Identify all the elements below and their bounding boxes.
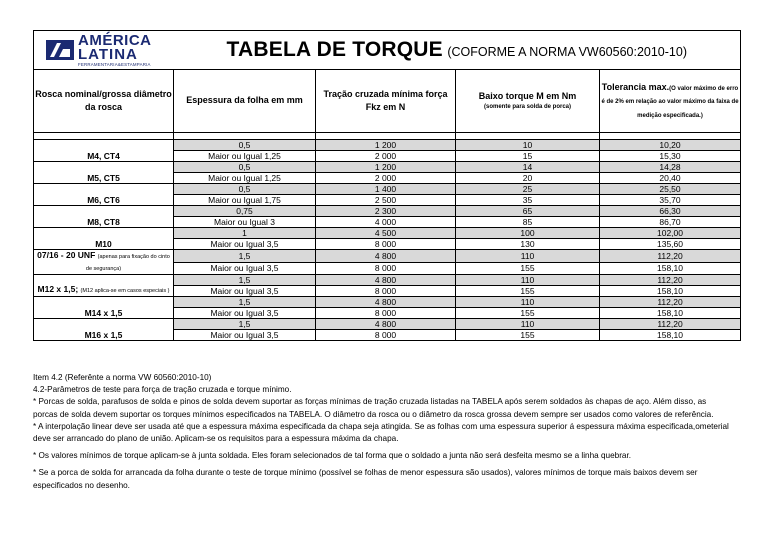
- title-cell: [174, 31, 741, 70]
- rosca-label: M16 x 1,5: [84, 330, 123, 340]
- cell-torque: 14: [456, 162, 600, 173]
- cell-tolerancia: 25,50: [600, 184, 741, 195]
- cell-tolerancia: 112,20: [600, 250, 741, 263]
- cell-espessura: 1,5: [174, 319, 316, 330]
- cell-torque: 35: [456, 195, 600, 206]
- table-row: [34, 206, 741, 217]
- cell-espessura: 0,75: [174, 206, 316, 217]
- header-tolerancia-label: Tolerancia max.: [601, 81, 670, 92]
- table-row: [34, 297, 741, 308]
- note-2: * A interpolação linear deve ser usada até que a espessura máxima especificada da chapa seja atingida. Se as folhas com uma espessura superior á espessura máxima especificada,ometerial deve ser arrancado do plano de união. Aplicam-se os requisitos para a espessura máxima da chapa.: [33, 421, 729, 444]
- header-rosca: Rosca nominal/grossa diâmetro da rosca: [34, 70, 174, 133]
- torque-table: [33, 30, 741, 341]
- cell-espessura: 1: [174, 228, 316, 239]
- cell-tolerancia: 158,10: [600, 308, 741, 319]
- torque-sheet: [33, 30, 740, 341]
- cell-tracao: 8 000: [316, 239, 456, 250]
- cell-tracao: 8 000: [316, 330, 456, 341]
- cell-tolerancia: 158,10: [600, 262, 741, 275]
- cell-espessura: Maior ou Igual 3: [174, 217, 316, 228]
- table-row: [34, 275, 741, 286]
- table-row: [34, 162, 741, 173]
- cell-espessura: Maior ou Igual 3,5: [174, 308, 316, 319]
- rosca-label: 07/16 - 20 UNF: [37, 250, 96, 260]
- cell-espessura: 1,5: [174, 250, 316, 263]
- rosca-label: M14 x 1,5: [84, 308, 123, 318]
- cell-tolerancia: 35,70: [600, 195, 741, 206]
- cell-tracao: 1 400: [316, 184, 456, 195]
- cell-torque: 85: [456, 217, 600, 228]
- note-params: 4.2-Parâmetros de teste para força de tração cruzada e torque mínimo.: [33, 385, 292, 395]
- cell-tracao: 4 500: [316, 228, 456, 239]
- cell-tracao: 4 000: [316, 217, 456, 228]
- cell-tracao: 2 500: [316, 195, 456, 206]
- logo-name-line1: AMÉRICA: [78, 31, 152, 49]
- company-logo-mark-icon: [46, 40, 74, 60]
- cell-torque: 25: [456, 184, 600, 195]
- cell-espessura: 1,5: [174, 297, 316, 308]
- cell-espessura: Maior ou Igual 1,25: [174, 151, 316, 162]
- cell-tolerancia: 112,20: [600, 275, 741, 286]
- rosca-cell: [34, 319, 174, 341]
- table-row: [34, 319, 741, 330]
- cell-tolerancia: 86,70: [600, 217, 741, 228]
- title-row: [34, 31, 741, 70]
- note-3: * Os valores mínimos de torque aplicam-se à junta soldada. Eles foram selecionados de tal forma que o soldado a junta não será desfeita mesmo se a linha quebrar.: [33, 451, 632, 461]
- header-tracao: Tração cruzada mínima força Fkz em N: [316, 70, 456, 133]
- cell-torque: 10: [456, 140, 600, 151]
- rosca-label: M5, CT5: [87, 173, 120, 183]
- cell-tolerancia: 112,20: [600, 319, 741, 330]
- header-baixo-torque-note: (somente para solda de porca): [483, 104, 572, 111]
- cell-tracao: 4 800: [316, 275, 456, 286]
- cell-tolerancia: 14,28: [600, 162, 741, 173]
- page-subtitle: (COFORME A NORMA VW60560:2010-10): [447, 45, 687, 59]
- note-item: Item 4.2 (Referênte a norma VW 60560:2010-10): [33, 373, 212, 382]
- cell-espessura: 0,5: [174, 184, 316, 195]
- cell-tracao: 2 000: [316, 151, 456, 162]
- note-4: * Se a porca de solda for arrancada da folha durante o teste de torque mínimo (possível se folhas de menor espessura são usados), valores mínimos de torque mais baixos devem ser especificados no desenho.: [33, 468, 698, 490]
- table-row: [34, 228, 741, 239]
- cell-espessura: Maior ou Igual 1,75: [174, 195, 316, 206]
- cell-tolerancia: 66,30: [600, 206, 741, 217]
- cell-tolerancia: 20,40: [600, 173, 741, 184]
- rosca-label: M12 x 1,5;: [37, 284, 79, 294]
- header-espessura: Espessura da folha em mm: [174, 70, 316, 133]
- cell-tolerancia: 10,20: [600, 140, 741, 151]
- cell-tolerancia: 135,60: [600, 239, 741, 250]
- page-title: TABELA DE TORQUE: [226, 38, 443, 61]
- cell-tracao: 2 000: [316, 173, 456, 184]
- rosca-label: M8, CT8: [87, 217, 120, 227]
- rosca-cell: [34, 275, 174, 297]
- rosca-cell: [34, 228, 174, 250]
- header-baixo-torque-label: Baixo torque M em Nm: [478, 90, 577, 101]
- cell-tracao: 8 000: [316, 262, 456, 275]
- logo-cell: [34, 31, 174, 70]
- cell-tolerancia: 15,30: [600, 151, 741, 162]
- rosca-cell: [34, 250, 174, 275]
- cell-torque: 110: [456, 297, 600, 308]
- cell-torque: 110: [456, 319, 600, 330]
- logo-name-line2: LATINA: [78, 45, 138, 63]
- cell-torque: 65: [456, 206, 600, 217]
- rosca-cell: [34, 162, 174, 184]
- cell-tolerancia: 112,20: [600, 297, 741, 308]
- rosca-label: M4, CT4: [87, 151, 120, 161]
- cell-tracao: 4 800: [316, 319, 456, 330]
- cell-torque: 130: [456, 239, 600, 250]
- cell-espessura: Maior ou Igual 3,5: [174, 239, 316, 250]
- cell-tracao: 4 800: [316, 250, 456, 263]
- cell-espessura: Maior ou Igual 3,5: [174, 286, 316, 297]
- logo-tagline: FERRAMENTARIA&ESTAMPARIA: [78, 61, 151, 67]
- table-row: [34, 140, 741, 151]
- table-row: [34, 184, 741, 195]
- cell-tolerancia: 158,10: [600, 286, 741, 297]
- cell-torque: 155: [456, 286, 600, 297]
- notes-section: [33, 372, 733, 492]
- rosca-label: M10: [95, 239, 112, 249]
- cell-tracao: 4 800: [316, 297, 456, 308]
- cell-espessura: 1,5: [174, 275, 316, 286]
- cell-tracao: 8 000: [316, 308, 456, 319]
- rosca-cell: [34, 140, 174, 162]
- cell-espessura: 0,5: [174, 140, 316, 151]
- cell-torque: 155: [456, 308, 600, 319]
- cell-espessura: Maior ou Igual 1,25: [174, 173, 316, 184]
- spacer-row: [34, 133, 741, 140]
- cell-tolerancia: 102,00: [600, 228, 741, 239]
- rosca-cell: [34, 184, 174, 206]
- header-baixo-torque: [456, 70, 600, 133]
- header-tolerancia-note: (O valor máximo de erro é de 2% em relação ao valor máximo da faixa de medição especificada.): [601, 85, 739, 119]
- cell-torque: 110: [456, 250, 600, 263]
- company-logo: [34, 33, 174, 67]
- rosca-label: M6, CT6: [87, 195, 120, 205]
- cell-torque: 20: [456, 173, 600, 184]
- header-row: [34, 70, 741, 133]
- cell-espessura: 0,5: [174, 162, 316, 173]
- rosca-note: (apenas para fixação do cinto de segurança): [85, 254, 170, 272]
- rosca-cell: [34, 206, 174, 228]
- cell-espessura: Maior ou Igual 3,5: [174, 330, 316, 341]
- cell-tracao: 8 000: [316, 286, 456, 297]
- rosca-cell: [34, 297, 174, 319]
- rosca-note: (M12 aplica-se em casos especiais ): [80, 288, 170, 294]
- cell-tracao: 1 200: [316, 140, 456, 151]
- cell-torque: 110: [456, 275, 600, 286]
- note-1: * Porcas de solda, parafusos de solda e pinos de solda devem suportar as forças mínimas de tração cruzada listadas na TABELA após serem soldados às chapas de aço. Além disso, as porcas de solda devem suportar os torques mínimos especificados na TABELA. O diâmetro da rosca ou o diâmetro da rosca grossa devem sempre ser usados como valores de referência.: [33, 397, 714, 419]
- cell-espessura: Maior ou Igual 3,5: [174, 262, 316, 275]
- cell-torque: 155: [456, 330, 600, 341]
- cell-torque: 15: [456, 151, 600, 162]
- cell-tracao: 1 200: [316, 162, 456, 173]
- cell-torque: 100: [456, 228, 600, 239]
- cell-tracao: 2 300: [316, 206, 456, 217]
- cell-tolerancia: 158,10: [600, 330, 741, 341]
- table-row: [34, 250, 741, 263]
- header-tolerancia: [600, 70, 741, 133]
- cell-torque: 155: [456, 262, 600, 275]
